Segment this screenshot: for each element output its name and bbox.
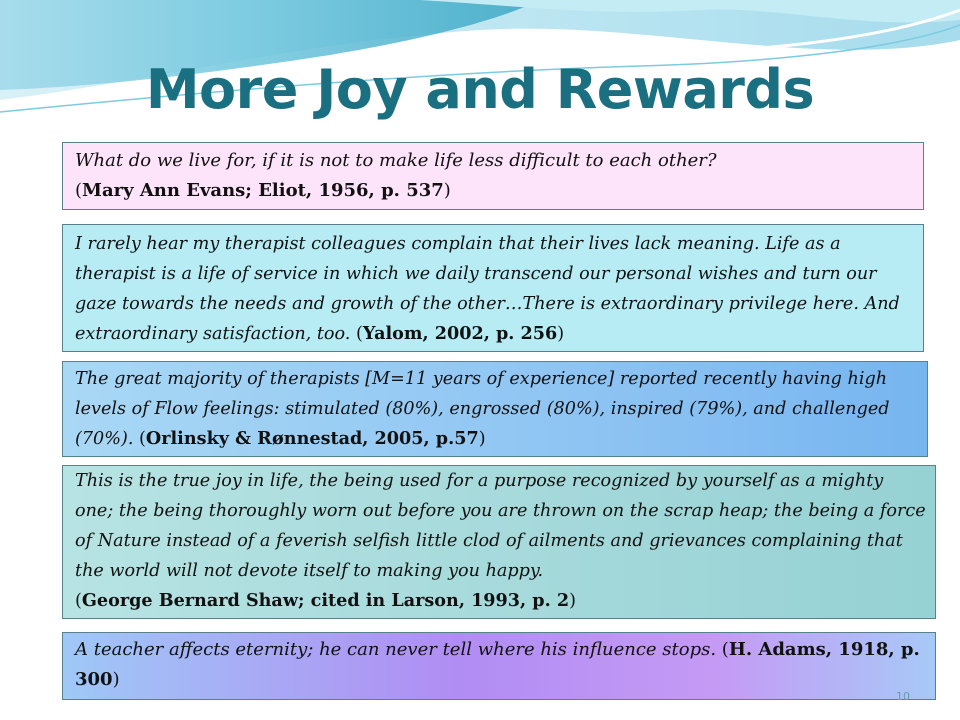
quote-box-shaw: [62, 465, 936, 619]
quote-text: The great majority of therapists [M=11 years of experience] reported recently having high levels of Flow feelings: stimulated (80%), engrossed (80%), inspired (79%), and challenged (70%).: [75, 369, 890, 449]
citation: George Bernard Shaw; cited in Larson, 1993, p. 2: [81, 590, 570, 611]
citation: Orlinsky & Rønnestad, 2005, p.57: [145, 428, 479, 449]
citation: Yalom, 2002, p. 256: [362, 323, 558, 344]
quote-text: A teacher affects eternity; he can never tell where his influence stops.: [75, 639, 717, 660]
quote-text: This is the true joy in life, the being used for a purpose recognized by yourself as a mighty one; the being thoroughly worn out before you are thrown on the scrap heap; the being a force of Nature instead of a feverish selfish little clod of ailments and grievances complaining that the world will not devote itself to making you happy.: [75, 471, 926, 581]
quote-box-adams: [62, 632, 936, 700]
page-number: 10: [896, 690, 910, 703]
citation: H. Adams, 1918, p. 300: [75, 639, 920, 690]
quote-box-yalom: [62, 224, 924, 352]
quote-text: What do we live for, if it is not to make life less difficult to each other?: [75, 150, 717, 171]
citation-close-paren: ): [478, 429, 486, 449]
slide-title: More Joy and Rewards: [145, 58, 815, 121]
citation-open-paren: (: [716, 639, 729, 660]
citation-open-paren: (: [75, 591, 82, 611]
citation-close-paren: ): [557, 324, 565, 344]
citation-close-paren: ): [443, 180, 451, 201]
citation-open-paren: (: [350, 324, 363, 344]
citation-open-paren: (: [75, 180, 83, 201]
quote-box-orlinsky: [62, 361, 928, 457]
citation-open-paren: (: [133, 429, 146, 449]
citation-close-paren: ): [112, 669, 120, 690]
citation-close-paren: ): [569, 591, 576, 611]
quote-box-eliot: [62, 142, 924, 210]
quote-text: I rarely hear my therapist colleagues complain that their lives lack meaning. Life as a therapist is a life of service in which we daily transcend our personal wishes and turn our gaze towards the needs and growth of the other…There is extraordinary privilege here. And extraordinary satisfaction, too.: [75, 234, 900, 344]
citation: Mary Ann Evans; Eliot, 1956, p. 537: [82, 180, 444, 201]
